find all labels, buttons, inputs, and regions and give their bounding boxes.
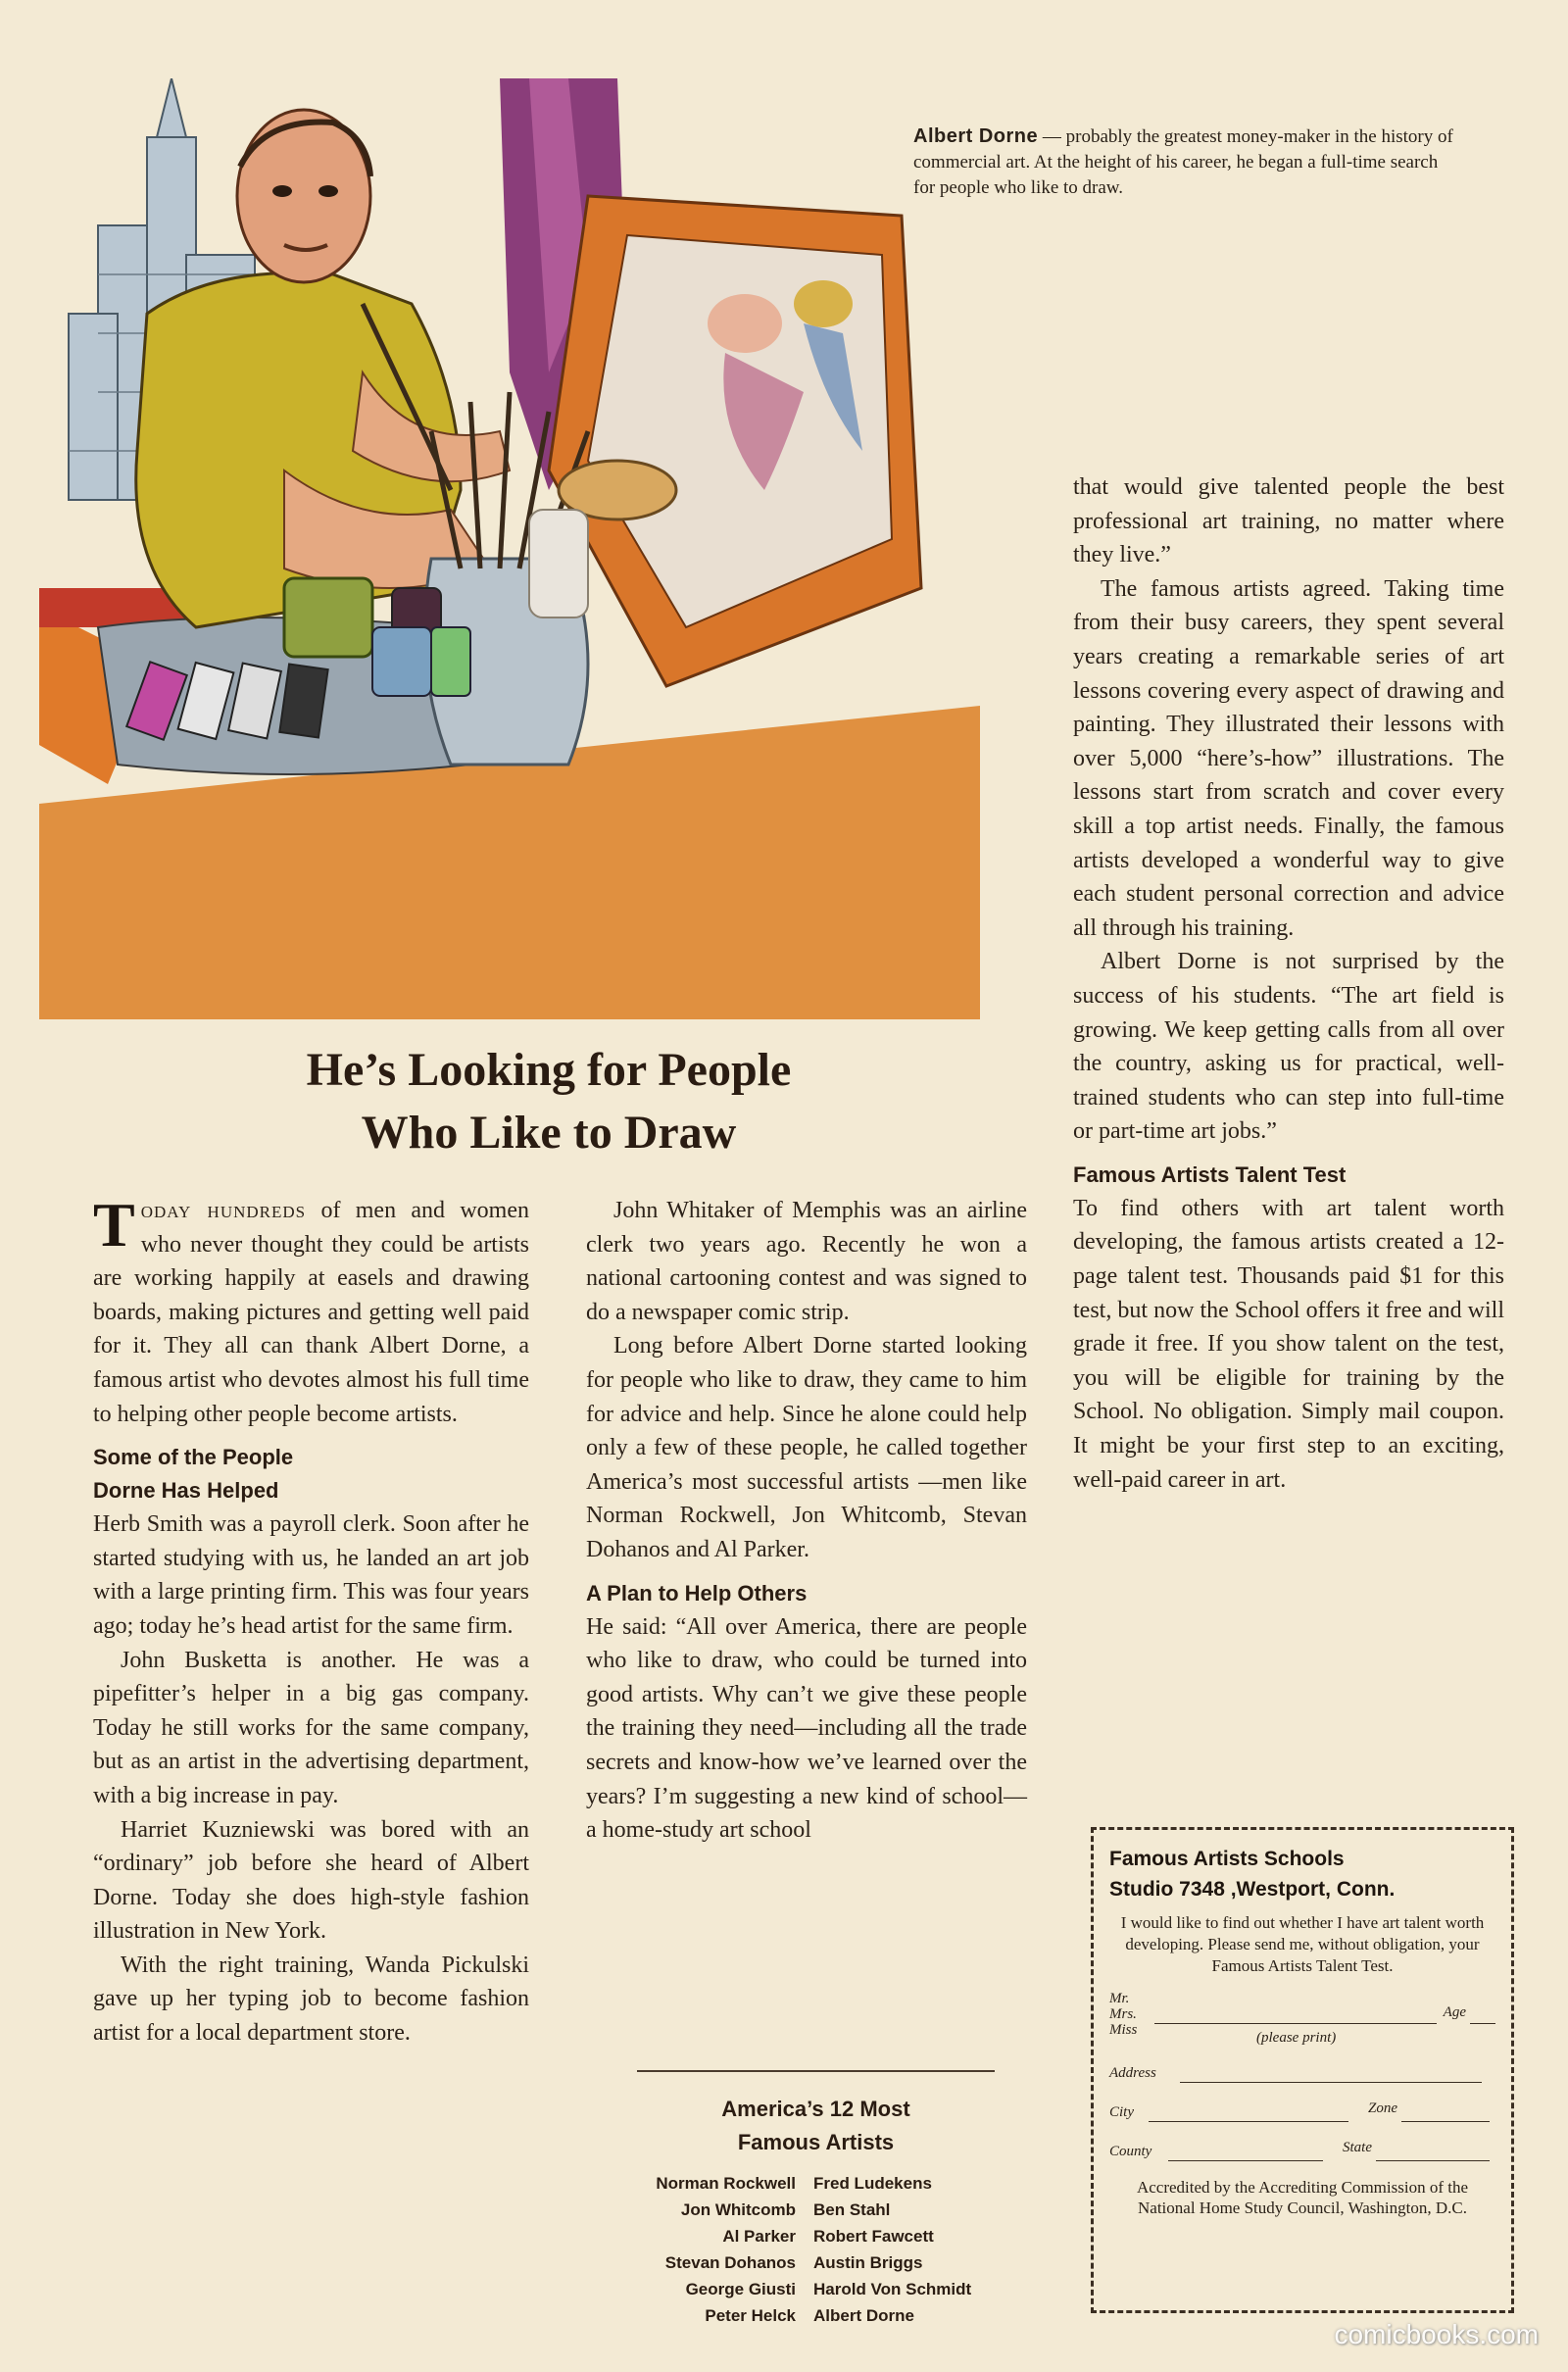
name-field[interactable]: Mr. Mrs. Miss Age (please print) [1109, 1991, 1495, 2051]
artist-row: Stevan Dohanos Austin Briggs [664, 2253, 923, 2272]
famous-artists-title [588, 2093, 1044, 2159]
paragraph-john-busketta: John Busketta is another. He was a pipefitter’s helper in a big gas company. Today he still works for the same company, but as an artist in the advertising department, with a big increase in pay. [93, 1647, 529, 1808]
paragraph-not-surprised: Albert Dorne is not surprised by the success of his students. “The art field is growing. We keep getting calls from all over the country, asking us for practical, well-trained students who can step into full-time or part-time art jobs.” [1073, 949, 1504, 1145]
paragraph-wanda: With the right training, Wanda Pickulski gave up her typing job to become fashion artist for a local department store. [93, 1952, 529, 2047]
artist-row: Jon Whitcomb Ben Stahl [680, 2200, 891, 2219]
artist-row: Norman Rockwell Fred Ludekens [656, 2174, 932, 2193]
coupon-text: I would like to find out whether I have art talent worth developing. Please send me, without obligation, your Famous Artists Talent Test. [1120, 1913, 1485, 1975]
subhead-people-helped: Some of the People Dorne Has Helped [93, 1445, 294, 1504]
famous-title-line-1: America’s 12 Most [721, 2097, 910, 2121]
address-field[interactable]: Address [1109, 2053, 1495, 2091]
city-zone-field[interactable]: City Zone [1109, 2093, 1495, 2130]
intro-text: of men and women who never thought they could be artists are working happily at easels and drawing boards, making pictures and getting well paid for it. They all can thank Albert Dorne, a famous artist who devotes almost his full time to helping other people become artists. [93, 1198, 530, 1427]
age-label: Age [1443, 2004, 1466, 2020]
paragraph-john-whitaker: John Whitaker of Memphis was an airline clerk two years ago. Recently he won a national cartooning contest and was signed to do a newspaper comic strip. [586, 1198, 1027, 1325]
subhead-talent-test: Famous Artists Talent Test [1073, 1161, 1347, 1187]
artist-row: Peter Helck Albert Dorne [705, 2306, 914, 2325]
paragraph-continued: that would give talented people the best professional art training, no matter where they live.” [1073, 474, 1504, 568]
accreditation-note: Accredited by the Accrediting Commission of the National Home Study Council, Washington, D.C. [1136, 2178, 1469, 2217]
county-state-field[interactable]: County State [1109, 2132, 1495, 2169]
paragraph-famous-agreed: The famous artists agreed. Taking time from their busy careers, they spent several years creating a remarkable series of art lessons covering every aspect of drawing and painting. They illustrated their lessons with over 5,000 “here’s-how” illustrations. The lessons start from scratch and cover every skill a top artist needs. Finally, the famous artists developed a wonderful way to give each student personal correction and advice all through his training. [1073, 575, 1504, 941]
mail-coupon[interactable] [1091, 1827, 1514, 2313]
paragraph-he-said: He said: “All over America, there are people who like to draw, who could be turned into good artists. Why can’t we give these people the training they need—including all the trade secrets and know-how we’ve learned over the years? I’m suggesting a new kind of school—a home-study art school [586, 1613, 1027, 1844]
headline-line-2: Who Like to Draw [361, 1107, 737, 1159]
albert-dorne-illustration [39, 78, 980, 1019]
coupon-title: Famous Artists Schools Studio 7348 ,Westport, Conn. [1109, 1848, 1396, 1901]
paragraph-harriet: Harriet Kuzniewski was bored with an “ordinary” job before she heard of Albert Dorne. Today she does high-style fashion illustration in New York. [93, 1816, 529, 1945]
artist-row: George Giusti Harold Von Schmidt [685, 2280, 972, 2298]
headline [157, 1039, 941, 1164]
watermark: comicbooks.com [1334, 2319, 1539, 2349]
article-column-1 [93, 1190, 530, 2051]
artist-row: Al Parker Robert Fawcett [722, 2227, 934, 2246]
article-column-3 [1073, 470, 1504, 1497]
lead-words: oday hundreds [140, 1198, 307, 1223]
illustration-caption [913, 124, 1462, 201]
famous-artists-list [588, 2170, 1078, 2329]
caption-text: — probably the greatest money-maker in the history of commercial art. At the height of his career, he began a full-time search for people who like to draw. [913, 126, 1453, 198]
paragraph-talent-test: To find others with art talent worth developing, the famous artists created a 12-page talent test. Thousands paid $1 for this test, but now the School offers it free and will grade it free. If you show talent on the test, you will be eligible for training by the School. No obligation. Simply mail coupon. It might be your first step to an exciting, well-paid career in art. [1073, 1195, 1504, 1493]
intro-paragraph [93, 1190, 530, 1431]
subhead-plan: A Plan to Help Others [586, 1580, 808, 1606]
print-note: (please print) [1256, 2030, 1337, 2046]
section-divider [637, 2070, 995, 2072]
paragraph-long-before: Long before Albert Dorne started looking for people who like to draw, they came to him for advice and help. Since he alone could help only a few of these people, he called together America’s most successful artists —men like Norman Rockwell, Jon Whitcomb, Stevan Dohanos and Al Parker. [586, 1333, 1027, 1562]
article-column-2 [586, 1194, 1027, 1848]
famous-title-line-2: Famous Artists [737, 2130, 895, 2154]
artist-drawing-svg [39, 78, 980, 1019]
drop-cap: T [93, 1190, 135, 1260]
headline-line-1: He’s Looking for People [306, 1044, 792, 1096]
paragraph-herb-smith: Herb Smith was a payroll clerk. Soon after he started studying with us, he landed an art job with a large printing firm. This was four years ago; today he’s head artist for the same firm. [93, 1511, 529, 1639]
caption-name: Albert Dorne [913, 125, 1039, 147]
